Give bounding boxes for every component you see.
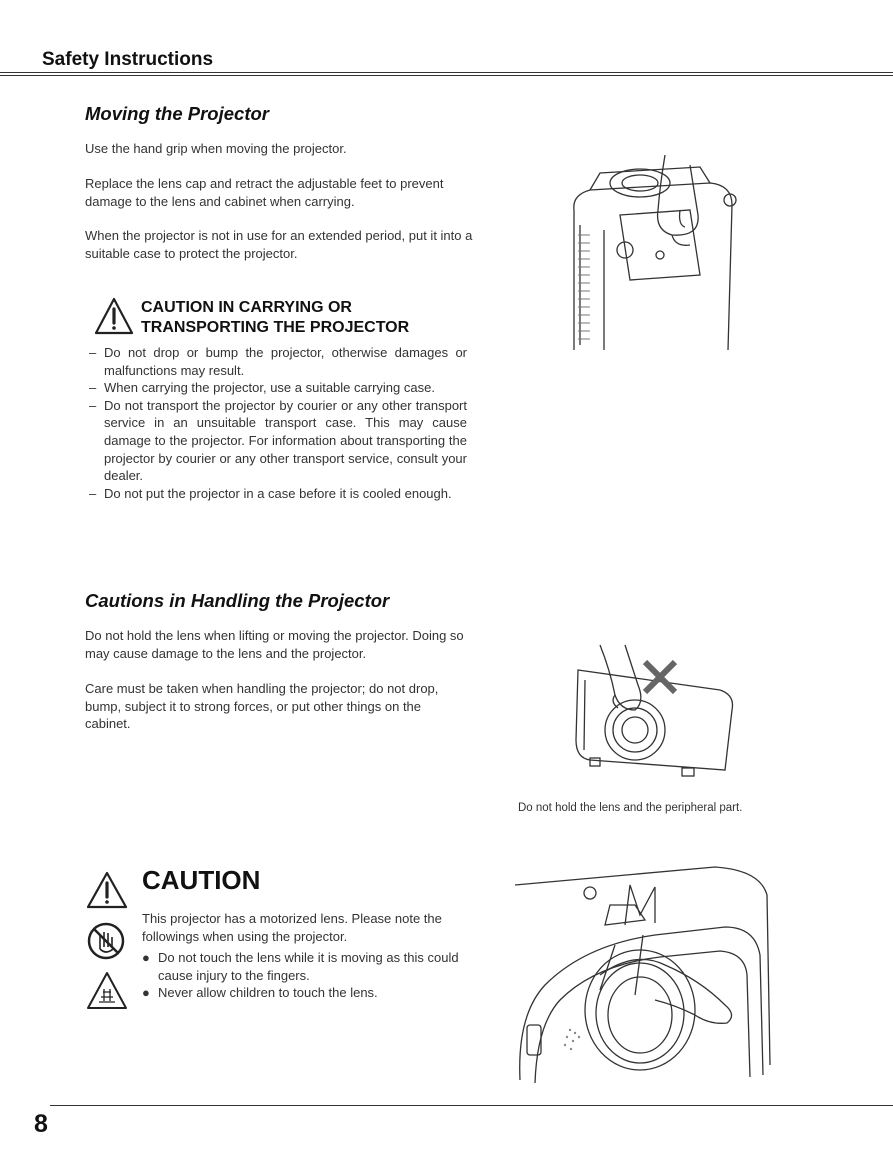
handling-paragraph-1: Do not hold the lens when lifting or moving the projector. Doing so may cause damage to the lens and the projector. bbox=[85, 628, 464, 661]
moving-paragraph-2: Replace the lens cap and retract the adjustable feet to prevent damage to the lens and cabinet when carrying. bbox=[85, 176, 444, 209]
carrying-caution-heading-line1: CAUTION IN CARRYING OR bbox=[141, 299, 352, 316]
carrying-caution-list bbox=[85, 344, 467, 502]
warning-triangle-icon-large bbox=[86, 871, 128, 909]
dash-marker: – bbox=[89, 345, 97, 360]
caution-title: CAUTION bbox=[142, 865, 261, 895]
list-item-text: When carrying the projector, use a suitable carrying case. bbox=[104, 380, 435, 396]
bullet-marker: ● bbox=[142, 985, 150, 1001]
moving-paragraph-1: Use the hand grip when moving the projector. bbox=[85, 141, 347, 156]
bullet-marker: ● bbox=[142, 950, 150, 965]
list-item bbox=[142, 949, 462, 984]
list-item-text: Do not touch the lens while it is moving as this could cause injury to the fingers. bbox=[158, 950, 459, 983]
header-rule bbox=[0, 72, 893, 73]
list-item bbox=[85, 485, 467, 503]
lens-handling-illustration bbox=[570, 640, 745, 785]
list-item bbox=[85, 344, 467, 379]
warning-triangle-icon bbox=[94, 297, 134, 335]
projector-handgrip-illustration bbox=[560, 155, 750, 355]
footer-rule bbox=[50, 1105, 893, 1106]
section-title-handling: Cautions in Handling the Projector bbox=[85, 590, 390, 611]
dash-marker: – bbox=[89, 397, 97, 413]
list-item bbox=[85, 379, 467, 397]
caution-bullet-list bbox=[142, 949, 462, 1002]
moving-paragraph-3: When the projector is not in use for an extended period, put it into a suitable case to protect the projector. bbox=[85, 228, 473, 261]
carrying-caution-heading-line2: TRANSPORTING THE PROJECTOR bbox=[141, 319, 410, 336]
page-header-title: Safety Instructions bbox=[42, 49, 214, 70]
carrying-caution-heading bbox=[141, 298, 409, 338]
list-item-text: Never allow children to touch the lens. bbox=[158, 985, 378, 1001]
list-item-text: Do not put the projector in a case before it is cooled enough. bbox=[104, 485, 452, 501]
motorized-lens-illustration bbox=[515, 865, 775, 1085]
do-not-touch-icon bbox=[86, 921, 126, 961]
dash-marker: – bbox=[89, 380, 97, 396]
list-item bbox=[142, 984, 462, 1002]
handling-paragraph-2: Care must be taken when handling the projector; do not drop, bump, subject it to strong forces, or put other things on the cabinet. bbox=[85, 681, 439, 732]
finger-pinch-warning-icon bbox=[86, 971, 128, 1011]
dash-marker: – bbox=[89, 485, 97, 501]
page-number: 8 bbox=[34, 1110, 48, 1138]
lens-caption: Do not hold the lens and the peripheral part. bbox=[518, 802, 743, 814]
list-item bbox=[85, 397, 467, 485]
section-title-moving: Moving the Projector bbox=[85, 103, 269, 124]
caution-intro: This projector has a motorized lens. Please note the followings when using the projector. bbox=[142, 911, 442, 944]
header-rule-double bbox=[0, 75, 893, 76]
list-item-text: Do not drop or bump the projector, otherwise damages or malfunctions may result. bbox=[104, 345, 467, 378]
list-item-text: Do not transport the projector by courier or any other transport service in an unsuitable transport case. This may cause damage to the projector. For information about transporting the projector by courier or any other transport service, consult your dealer. bbox=[104, 397, 467, 484]
